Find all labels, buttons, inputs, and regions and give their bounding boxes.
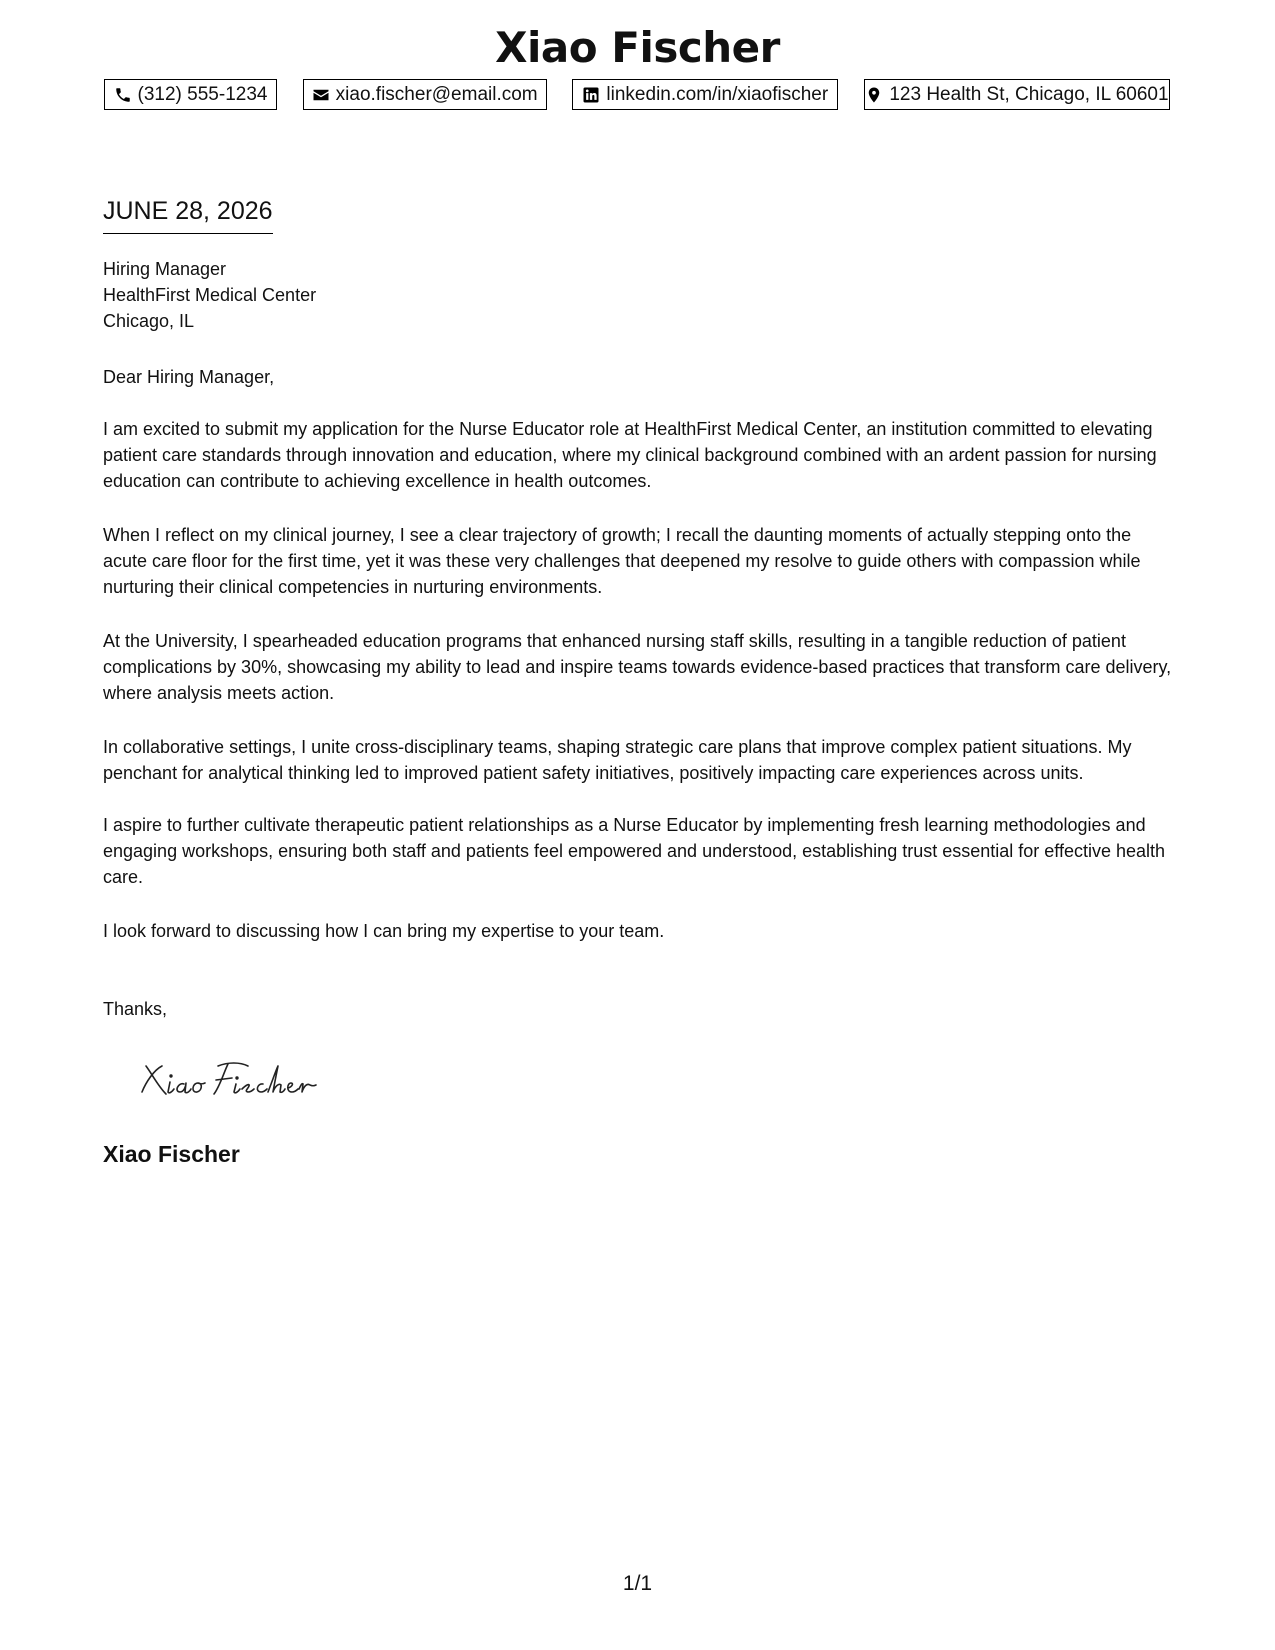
body-paragraph: I aspire to further cultivate therapeutic patient relationships as a Nurse Educator by implementing fresh learning methodologies and engaging workshops, ensuring both staff and patients feel empowered and understood, establishing trust essential for effective health care. <box>103 815 1166 887</box>
page-indicator: 1/1 <box>622 1572 653 1595</box>
signer-name: Xiao Fischer <box>103 1141 240 1167</box>
body-paragraph: I look forward to discussing how I can bring my expertise to your team. <box>103 921 665 941</box>
contact-phone-text: (312) 555-1234 <box>137 83 268 105</box>
letter-date: JUNE 28, 2026 <box>103 196 273 234</box>
salutation: Dear Hiring Manager, <box>103 367 275 387</box>
map-pin-icon <box>865 86 883 104</box>
applicant-name: Xiao Fischer <box>495 23 780 72</box>
recipient-line: Chicago, IL <box>103 311 195 331</box>
phone-icon <box>114 86 132 104</box>
linkedin-icon <box>582 86 600 104</box>
recipient-line: HealthFirst Medical Center <box>103 285 317 305</box>
contact-email-text: xiao.fischer@email.com <box>335 83 538 105</box>
envelope-icon <box>312 86 330 104</box>
body-paragraph: In collaborative settings, I unite cross-disciplinary teams, shaping strategic care plans that improve complex patient situations. My penchant for analytical thinking led to improved patient safety initiatives, positively impacting care experiences across units. <box>103 737 1132 783</box>
contact-address <box>864 79 1170 110</box>
body-paragraph: I am excited to submit my application for the Nurse Educator role at HealthFirst Medical Center, an institution committed to elevating patient care standards through innovation and education, where my clinical background combined with an ardent passion for nursing education can contribute to achieving excellence in health outcomes. <box>103 419 1157 491</box>
contact-email <box>303 79 547 110</box>
closing: Thanks, <box>103 999 168 1019</box>
contact-address-text: 123 Health St, Chicago, IL 60601 <box>889 83 1169 105</box>
contact-phone <box>104 79 277 110</box>
recipient-line: Hiring Manager <box>103 259 227 279</box>
body-paragraph: When I reflect on my clinical journey, I see a clear trajectory of growth; I recall the daunting moments of actually stepping onto the acute care floor for the first time, yet it was these very challenges that deepened my resolve to guide others with compassion while nurturing their clinical competencies in nurturing environments. <box>103 525 1141 597</box>
contact-bar <box>104 79 1170 111</box>
body-paragraph: At the University, I spearheaded education programs that enhanced nursing staff skills, resulting in a tangible reduction of patient complications by 30%, showcasing my ability to lead and inspire teams towards evidence-based practices that transform care delivery, where analysis meets action. <box>103 631 1172 703</box>
handwritten-signature <box>136 1052 336 1112</box>
contact-linkedin <box>572 79 838 110</box>
contact-linkedin-text: linkedin.com/in/xiaofischer <box>606 83 829 105</box>
recipient-address <box>103 256 316 334</box>
